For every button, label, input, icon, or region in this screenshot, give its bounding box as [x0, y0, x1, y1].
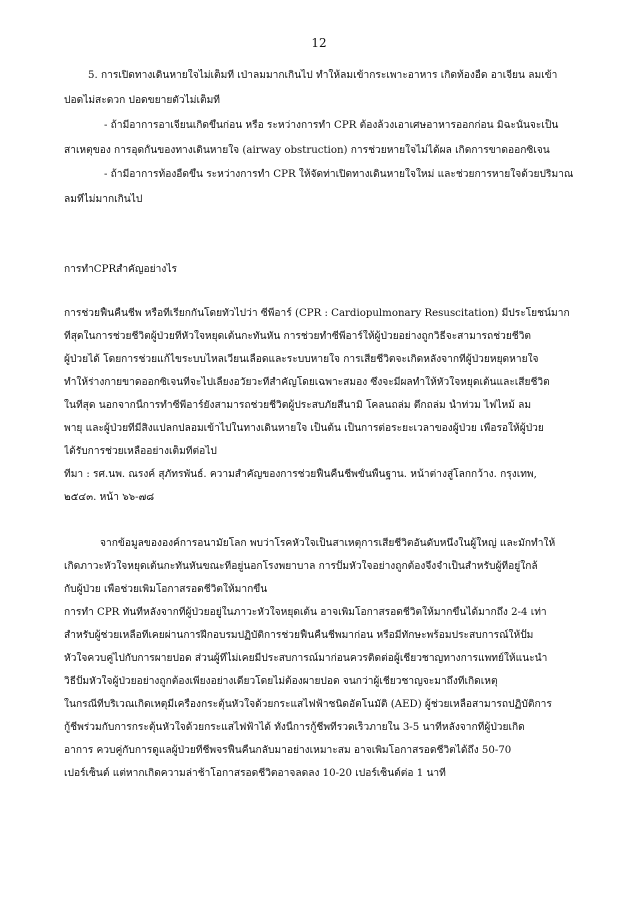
paragraph-line: จากข้อมูลขององค์การอนามัยโลก พบว่าโรคหัวใจเป็นสาเหตุการเสียชีวิตอันดับหนึ่งในผู้ใหญ่ และมักทำให้ — [100, 538, 556, 549]
paragraph-line: สาเหตุของ การอุดกั้นของทางเดินหายใจ (airway obstruction) การช่วยหายใจไม่ได้ผล เกิดการขาดออกซิเจน — [64, 145, 550, 156]
paragraph-line: ในที่สุด นอกจากนี้การทำซีพีอาร์ยังสามารถช่วยชีวิตผู้ประสบภัยสึนามิ โคลนถล่ม ตึกถล่ม น้ำท่วม ไฟไหม้ ลม — [64, 400, 532, 411]
paragraph-line: พายุ และผู้ป่วยที่มีสิ่งแปลกปลอมเข้าไปในทางเดินหายใจ เป็นต้น เป็นการต่อระยะเวลาของผู้ป่วย เพื่อรอให้ผู้ป่วย — [64, 423, 544, 434]
paragraph-line: - ถ้ามีอาการท้องอืดขึ้น ระหว่างการทำ CPR ให้จัดท่าเปิดทางเดินหายใจใหม่ และช่วยการหายใจด้วยปริมาณ — [104, 169, 574, 180]
paragraph-line: วิธีปั๊มหัวใจผู้ป่วยอย่างถูกต้องเพียงอย่างเดียวโดยไม่ต้องผายปอด จนกว่าผู้เชี่ยวชาญจะมาถึงที่เกิดเหตุ — [64, 676, 498, 687]
reference-line: ที่มา : รศ.นพ. ณรงค์ สุภัทรพันธ์. ความสำคัญของการช่วยฟื้นคืนชีพขั้นพื้นฐาน. หน้าต่างสู่โลกกว้าง. กรุงเทพ, — [64, 469, 537, 480]
paragraph-line: เกิดภาวะหัวใจหยุดเต้นกะทันหันขณะที่อยู่นอกโรงพยาบาล การปั๊มหัวใจอย่างถูกต้องจึงจำเป็นสำหรับผู้ที่อยู่ใกล้ — [64, 561, 538, 572]
paragraph-line: การช่วยฟื้นคืนชีพ หรือที่เรียกกันโดยทั่วไปว่า ซีพีอาร์ (CPR : Cardiopulmonary Resuscitation) มีประโยชน์มาก — [64, 308, 570, 319]
paragraph-line: กับผู้ป่วย เพื่อช่วยเพิ่มโอกาสรอดชีวิตให้มากขึ้น — [64, 584, 268, 595]
paragraph-line: ในกรณีที่บริเวณเกิดเหตุมีเครื่องกระตุ้นหัวใจด้วยกระแสไฟฟ้าชนิดอัตโนมัติ (AED) ผู้ช่วยเหลือสามารถปฏิบัติการ — [64, 699, 552, 710]
paragraph-line: ทำให้ร่างกายขาดออกซิเจนที่จะไปเลี้ยงอวัยวะที่สำคัญโดยเฉพาะสมอง ซึ่งจะมีผลทำให้หัวใจหยุดเต้นและเสียชีวิต — [64, 377, 550, 388]
paragraph-line: ผู้ป่วยได้ โดยการช่วยแก้ไขระบบไหลเวียนเลือดและระบบหายใจ การเสียชีวิตจะเกิดหลังจากที่ผู้ป่วยหยุดหายใจ — [64, 354, 539, 365]
paragraph-line: 5. การเปิดทางเดินหายใจไม่เต็มที่ เป่าลมมากเกินไป ทำให้ลมเข้ากระเพาะอาหาร เกิดท้องอืด อาเจียน ลมเข้า — [88, 70, 558, 81]
paragraph-line: สำหรับผู้ช่วยเหลือที่เคยผ่านการฝึกอบรมปฏิบัติการช่วยฟื้นคืนชีพมาก่อน หรือมีทักษะพร้อมประสบการณ์ให้ปั๊ม — [64, 630, 534, 641]
paragraph-line: - ถ้ามีอาการอาเจียนเกิดขึ้นก่อน หรือ ระหว่างการทำ CPR ต้องล้วงเอาเศษอาหารออกก่อน มิฉะนั้นจะเป็น — [104, 120, 559, 131]
section-heading: การทำCPRสำคัญอย่างไร — [64, 264, 177, 275]
paragraph-line: ปอดไม่สะดวก ปอดขยายตัวไม่เต็มที่ — [64, 95, 221, 106]
paragraph-line: ได้รับการช่วยเหลืออย่างเต็มที่ต่อไป — [64, 446, 217, 457]
paragraph-line: เปอร์เซ็นต์ แต่หากเกิดความล่าช้าโอกาสรอดชีวิตอาจลดลง 10-20 เปอร์เซ็นต์ต่อ 1 นาที — [64, 768, 446, 779]
paragraph-line: การทำ CPR ทันทีหลังจากที่ผู้ป่วยอยู่ในภาวะหัวใจหยุดเต้น อาจเพิ่มโอกาสรอดชีวิตให้มากขึ้นได้มากถึง 2-4 เท่า — [64, 607, 547, 618]
paragraph-line: กู้ชีพร่วมกับการกระตุ้นหัวใจด้วยกระแสไฟฟ้าได้ ทั้งนี้การกู้ชีพที่รวดเร็วภายใน 3-5 นาทีหลังจากที่ผู้ป่วยเกิด — [64, 722, 525, 733]
reference-line: ๒๕๔๓. หน้า ๖๖-๗๘ — [64, 492, 155, 503]
paragraph-line: ที่สุดในการช่วยชีวิตผู้ป่วยที่หัวใจหยุดเต้นกะทันหัน การช่วยทำซีพีอาร์ให้ผู้ป่วยอย่างถูกวิธีจะสามารถช่วยชีวิต — [64, 331, 532, 342]
page-number: 12 — [311, 36, 327, 50]
paragraph-line: หัวใจควบคู่ไปกับการผายปอด ส่วนผู้ที่ไม่เคยมีประสบการณ์มาก่อนควรติดต่อผู้เชี่ยวชาญทางการแพทย์ให้แนะนำ — [64, 653, 548, 664]
paragraph-line: อาการ ควบคู่กับการดูแลผู้ป่วยที่ชีพจรฟื้นคืนกลับมาอย่างเหมาะสม อาจเพิ่มโอกาสรอดชีวิตได้ถึง 50-70 — [64, 745, 512, 756]
paragraph-line: ลมที่ไม่มากเกินไป — [64, 194, 143, 205]
